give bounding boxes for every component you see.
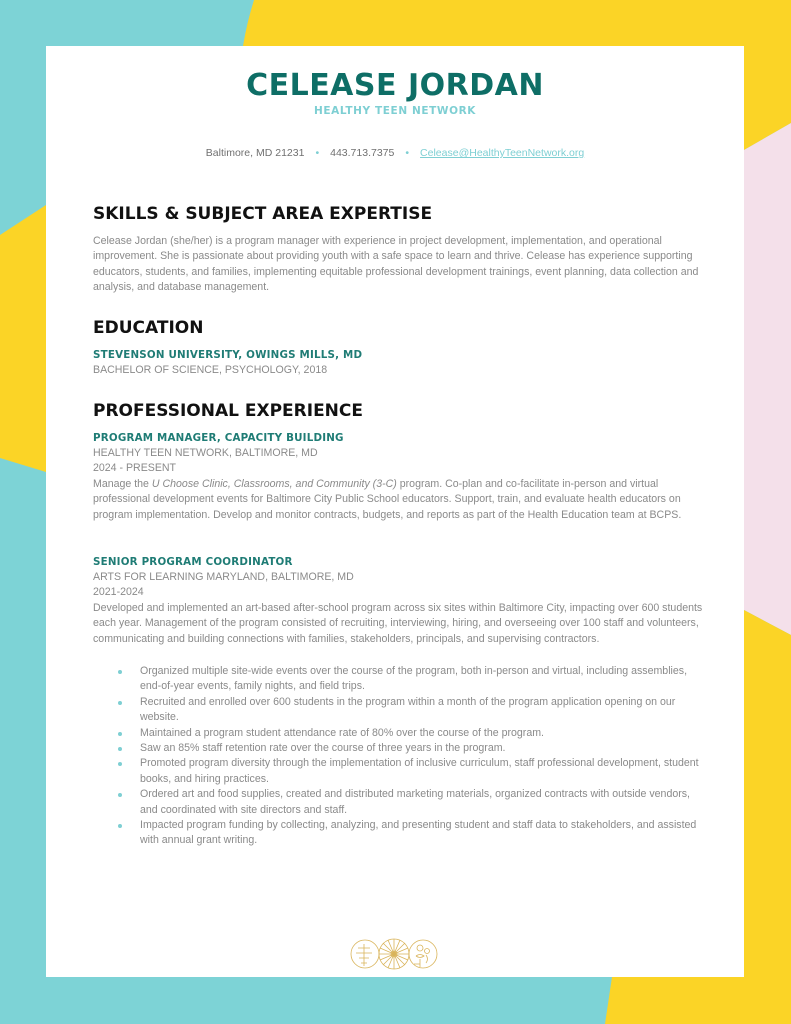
resume-page xyxy=(46,46,744,977)
education-school: STEVENSON UNIVERSITY, OWINGS MILLS, MD xyxy=(93,349,363,361)
skills-summary: Celease Jordan (she/her) is a program manager with experience in project development, implementation, and operational improvement. She is passionate about providing youth with a safe space to learn and thrive. Celease has experience supporting educators, students, and families, implementing equitable professional development trainings, event planning, data collection and analysis, and database management. xyxy=(93,235,699,294)
program-name: U Choose Clinic, Classrooms, and Community (3-C) xyxy=(151,478,397,490)
list-item-text: Saw an 85% staff retention rate over the course of three years in the program. xyxy=(140,742,506,755)
list-item xyxy=(93,695,705,726)
job-dates: 2021-2024 xyxy=(93,586,144,598)
job-employer: ARTS FOR LEARNING MARYLAND, BALTIMORE, MD xyxy=(93,571,354,583)
list-item xyxy=(93,787,705,818)
contact-line xyxy=(46,147,744,159)
organization-name: HEALTHY TEEN NETWORK xyxy=(313,105,477,117)
list-item-text: Maintained a program student attendance rate of 80% over the course of the program. xyxy=(140,726,544,739)
list-item xyxy=(93,741,705,756)
separator-dot: • xyxy=(405,147,410,159)
candidate-name: CELEASE JORDAN xyxy=(246,68,544,103)
pink-right-shape xyxy=(744,123,791,635)
bullet-dot-icon xyxy=(118,747,122,751)
education-degree: BACHELOR OF SCIENCE, PSYCHOLOGY, 2018 xyxy=(93,364,328,376)
bullet-dot-icon xyxy=(118,762,122,766)
job-description-suffix: program. Co-plan and co-facilitate in-person and virtual professional development events for Baltimore City Public School educators. Support, train, and evaluate health educators on program implementation. Develop and monitor contracts, budgets, and reports as part of the Health Education team at BCPS. xyxy=(93,478,682,521)
list-item xyxy=(93,756,705,787)
list-item-text: Promoted program diversity through the implementation of inclusive curriculum, staff professional development, student books, and hiring practices. xyxy=(140,757,699,785)
job-title: SENIOR PROGRAM COORDINATOR xyxy=(93,556,293,568)
three-circle-emblem-icon xyxy=(350,936,438,972)
job-title: PROGRAM MANAGER, CAPACITY BUILDING xyxy=(93,432,344,444)
list-item-text: Ordered art and food supplies, created and distributed marketing materials, organized contracts with outside vendors, and coordinated with site directors and staff. xyxy=(140,788,690,816)
list-item-text: Recruited and enrolled over 600 students in the program within a month of the program application opening on our website. xyxy=(140,695,676,724)
email-link[interactable]: Celease@HealthyTeenNetwork.org xyxy=(420,147,585,159)
bullet-dot-icon xyxy=(118,824,122,828)
phone: 443.713.7375 xyxy=(330,147,395,159)
experience-heading: PROFESSIONAL EXPERIENCE xyxy=(93,401,363,421)
separator-dot: • xyxy=(315,147,320,159)
bullet-dot-icon xyxy=(118,701,122,705)
education-heading: EDUCATION xyxy=(93,318,204,338)
location: Baltimore, MD 21231 xyxy=(205,147,305,159)
job-description: Developed and implemented an art-based after-school program across six sites within Baltimore City, impacting over 600 students each year. Management of the program consisted of recruiting, interviewing, hiring, and overseeing over 100 staff and volunteers, communicating and building connections with families, stakeholders, principals, and supervising contractors. xyxy=(93,602,703,645)
job-employer: HEALTHY TEEN NETWORK, BALTIMORE, MD xyxy=(93,447,318,459)
achievement-list xyxy=(93,664,705,849)
bullet-dot-icon xyxy=(118,793,122,797)
list-item xyxy=(93,818,705,849)
bullet-dot-icon xyxy=(118,670,122,674)
list-item xyxy=(93,726,705,741)
job-description xyxy=(93,477,705,523)
bullet-dot-icon xyxy=(118,732,122,736)
list-item-text: Organized multiple site-wide events over the course of the program, both in-person and virtual, including assemblies, end-of-year events, family nights, and field trips. xyxy=(140,665,688,693)
skills-heading: SKILLS & SUBJECT AREA EXPERTISE xyxy=(93,204,433,224)
job-dates: 2024 - PRESENT xyxy=(93,462,177,474)
job-description-prefix: Manage the xyxy=(93,478,152,490)
yellow-left-shape xyxy=(0,205,46,472)
list-item xyxy=(93,664,705,695)
list-item-text: Impacted program funding by collecting, analyzing, and presenting student and staff data to stakeholders, and assisted with annual grant writing. xyxy=(140,819,697,847)
